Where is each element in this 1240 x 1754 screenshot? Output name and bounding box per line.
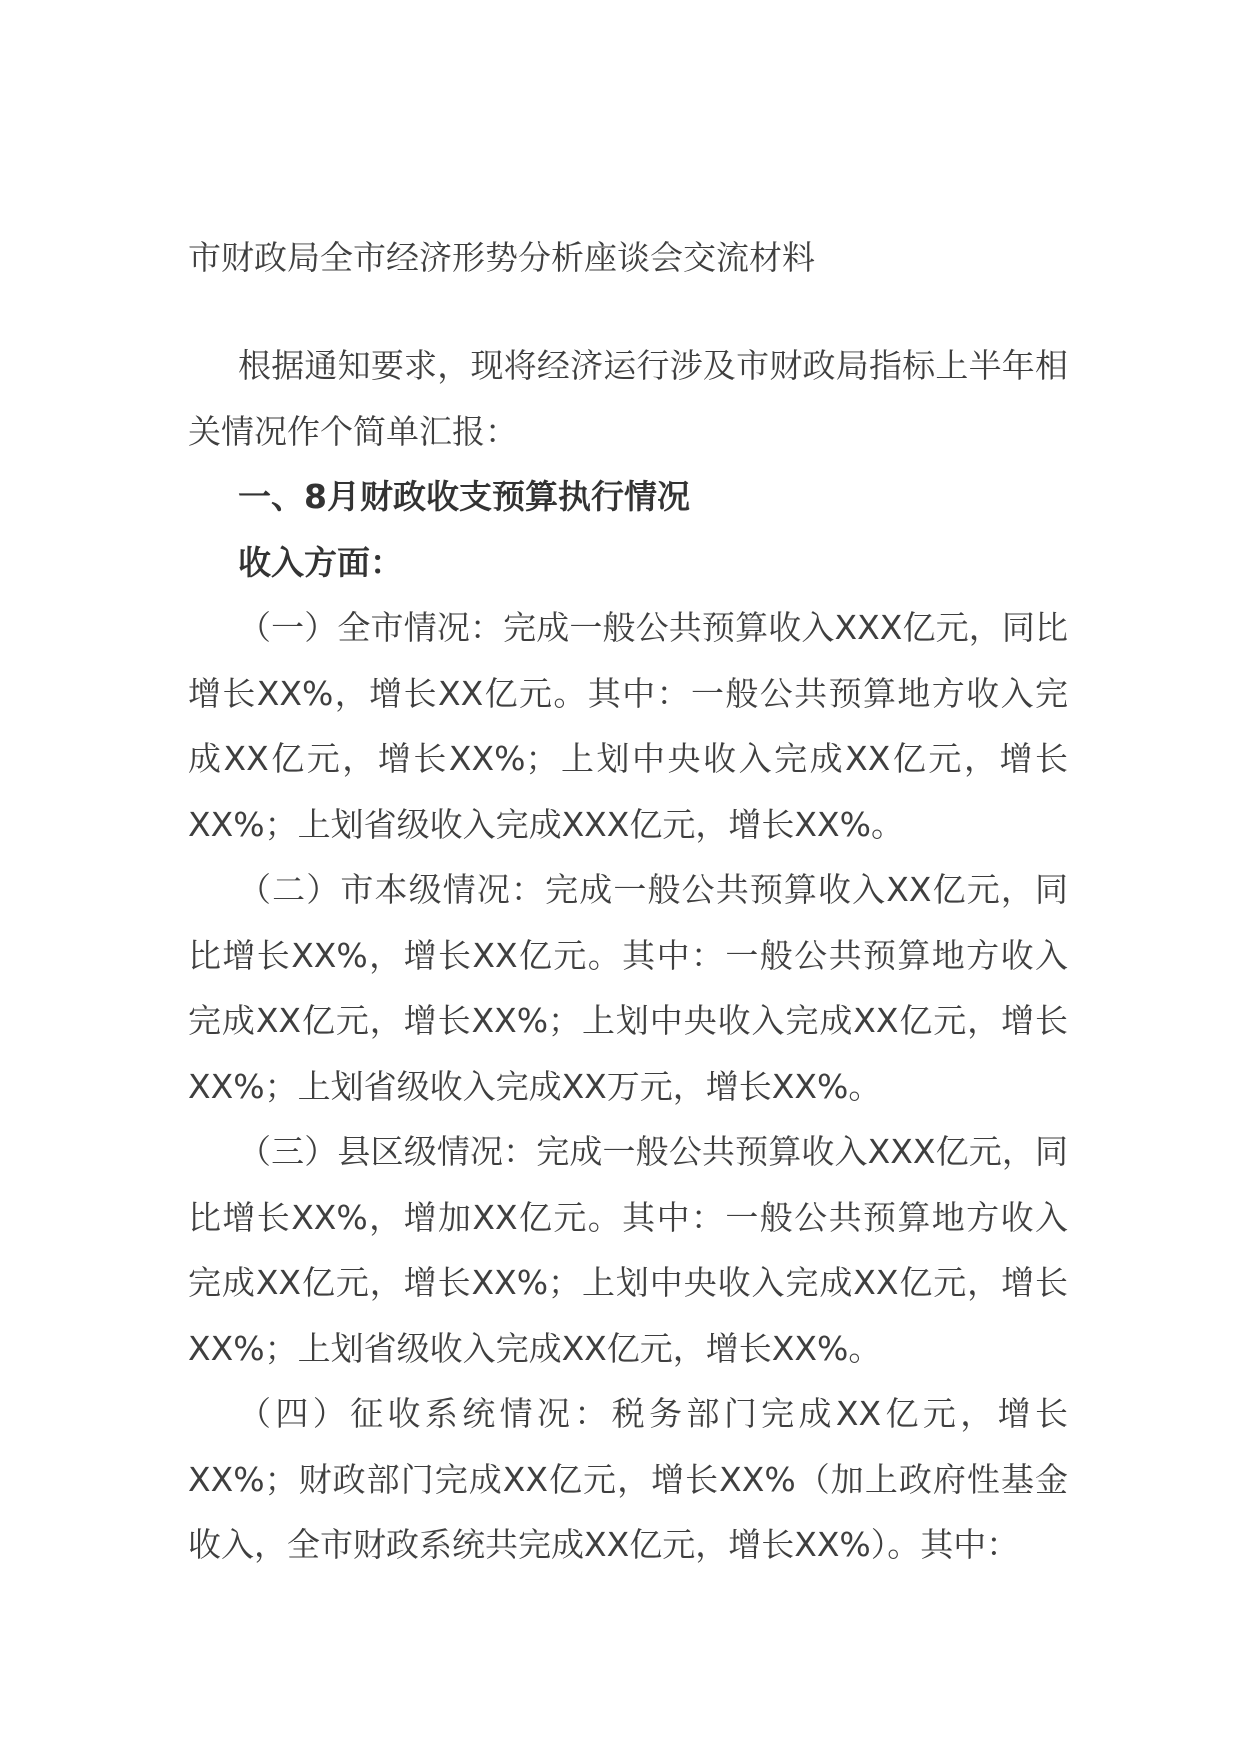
paragraph-citywide: （一）全市情况：完成一般公共预算收入XXX亿元，同比增长XX%，增长XX亿元。其中：一般公共预算地方收入完成XX亿元，增长XX%；上划中央收入完成XX亿元，增长XX%；上划省级收入完成XXX亿元，增长XX%。	[188, 608, 1068, 844]
paragraph-collection-system: （四）征收系统情况：税务部门完成XX亿元，增长XX%；财政部门完成XX亿元，增长XX%（加上政府性基金收入，全市财政系统共完成XX亿元，增长XX%）。其中：	[188, 1394, 1068, 1564]
document-title: 市财政局全市经济形势分析座谈会交流材料	[188, 238, 815, 277]
document-body	[188, 333, 1068, 1578]
subsection-heading: 收入方面：	[238, 542, 403, 582]
section-heading: 一、8月财政收支预算执行情况	[238, 477, 690, 516]
paragraph-city-level: （二）市本级情况：完成一般公共预算收入XX亿元，同比增长XX%，增长XX亿元。其中：一般公共预算地方收入完成XX亿元，增长XX%；上划中央收入完成XX亿元，增长XX%；上划省级收入完成XX万元，增长XX%。	[188, 870, 1068, 1106]
paragraph-county-level: （三）县区级情况：完成一般公共预算收入XXX亿元，同比增长XX%，增加XX亿元。其中：一般公共预算地方收入完成XX亿元，增长XX%；上划中央收入完成XX亿元，增长XX%；上划省级收入完成XX亿元，增长XX%。	[188, 1132, 1068, 1368]
intro-paragraph: 根据通知要求，现将经济运行涉及市财政局指标上半年相关情况作个简单汇报：	[188, 346, 1068, 451]
